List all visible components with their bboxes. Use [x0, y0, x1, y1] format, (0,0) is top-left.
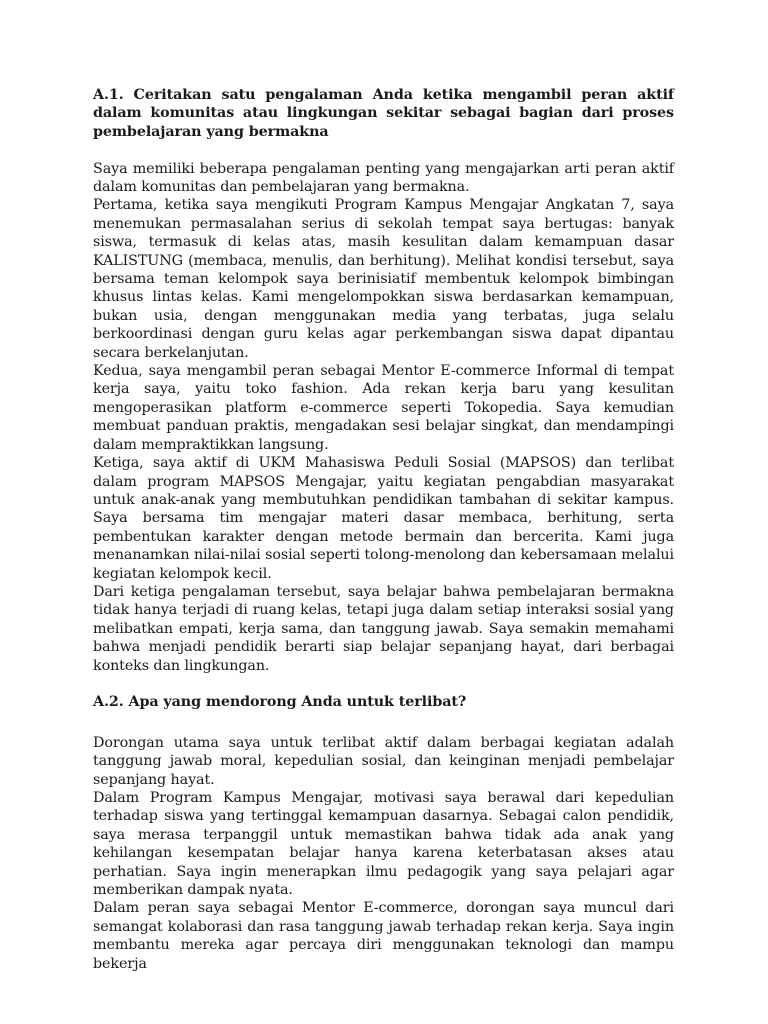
section-a1-paragraph-first: Pertama, ketika saya mengikuti Program Kampus Mengajar Angkatan 7, saya menemukan permasalahan serius di sekolah tempat saya bertugas: banyak siswa, termasuk di kelas atas, masih kesulitan dalam kemampuan dasar KALISTUNG (membaca, menulis, dan berhitung). Melihat kondisi tersebut, saya bersama teman kelompok saya berinisiatif membentuk kelompok bimbingan khusus lintas kelas. Kami mengelompokkan siswa berdasarkan kemampuan, bukan usia, dengan menggunakan media yang terbatas, juga selalu berkoordinasi dengan guru kelas agar perkembangan siswa dapat dipantau secara berkelanjutan. — [93, 197, 674, 361]
section-a1-paragraph-intro: Saya memiliki beberapa pengalaman penting yang mengajarkan arti peran aktif dalam komunitas dan pembelajaran yang bermakna. — [93, 160, 674, 196]
section-a1-heading: A.1. Ceritakan satu pengalaman Anda ketika mengambil peran aktif dalam komunitas atau lingkungan sekitar sebagai bagian dari proses pembelajaran yang bermakna — [93, 87, 674, 140]
spacer — [93, 712, 674, 734]
section-a2-paragraph-mentor: Dalam peran saya sebagai Mentor E-commerce, dorongan saya muncul dari semangat kolaborasi dan rasa tanggung jawab terhadap rekan kerja. Saya ingin membantu mereka agar percaya diri menggunakan teknologi dan mampu bekerja — [93, 900, 674, 972]
section-a1-paragraph-second: Kedua, saya mengambil peran sebagai Mentor E-commerce Informal di tempat kerja saya, yaitu toko fashion. Ada rekan kerja baru yang kesulitan mengoperasikan platform e-commerce seperti Tokopedia. Saya kemudian membuat panduan praktis, mengadakan sesi belajar singkat, dan mendampingi dalam mempraktikkan langsung. — [93, 363, 674, 453]
section-a2-paragraph-intro: Dorongan utama saya untuk terlibat aktif dalam berbagai kegiatan adalah tanggung jawab moral, kepedulian sosial, dan keinginan menjadi pembelajar sepanjang hayat. — [93, 734, 674, 788]
section-a2-paragraph-kampus-mengajar: Dalam Program Kampus Mengajar, motivasi saya berawal dari kepedulian terhadap siswa yang tertinggal kemampuan dasarnya. Sebagai calon pendidik, saya merasa terpanggil untuk memastikan bahwa tidak ada anak yang kehilangan kesempatan belajar hanya karena keterbatasan akses atau perhatian. Saya ingin menerapkan ilmu pedagogik yang saya pelajari agar memberikan dampak nyata. — [93, 790, 674, 899]
document-page — [93, 86, 674, 973]
spacer — [93, 675, 674, 693]
section-a1-paragraph-conclusion: Dari ketiga pengalaman tersebut, saya belajar bahwa pembelajaran bermakna tidak hanya terjadi di ruang kelas, tetapi juga dalam setiap interaksi sosial yang melibatkan empati, kerja sama, dan tanggung jawab. Saya semakin memahami bahwa menjadi pendidik berarti siap belajar sepanjang hayat, dari berbagai konteks dan lingkungan. — [93, 583, 674, 674]
section-a2-heading: A.2. Apa yang mendorong Anda untuk terlibat? — [93, 694, 467, 711]
section-a1-paragraph-third: Ketiga, saya aktif di UKM Mahasiswa Peduli Sosial (MAPSOS) dan terlibat dalam program MAPSOS Mengajar, yaitu kegiatan pengabdian masyarakat untuk anak-anak yang membutuhkan pendidikan tambahan di sekitar kampus. Saya bersama tim mengajar materi dasar membaca, berhitung, serta pembentukan karakter dengan metode bermain dan bercerita. Kami juga menanamkan nilai-nilai sosial seperti tolong-menolong dan kebersamaan melalui kegiatan kelompok kecil. — [93, 455, 674, 582]
spacer — [93, 141, 674, 159]
